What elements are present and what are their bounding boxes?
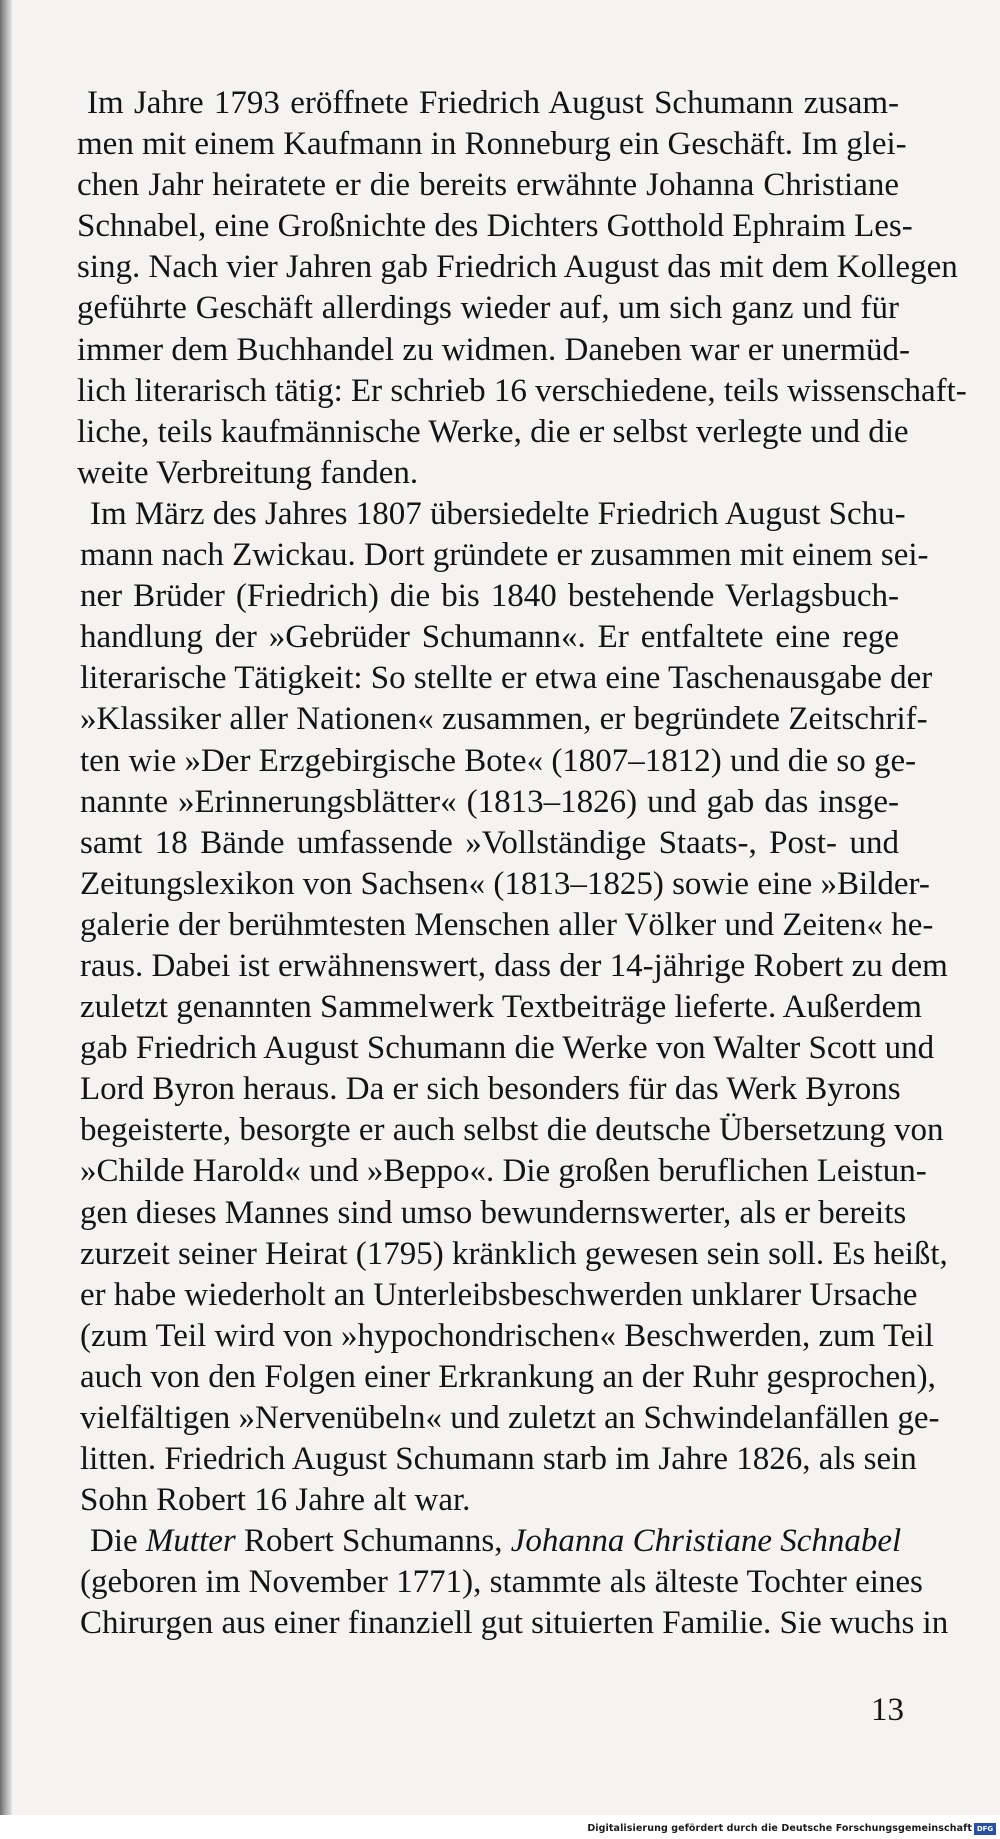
text-line: liche, teils kaufmännische Werke, die er selbst verlegte und die [77, 413, 909, 450]
text-line: chen Jahr heiratete er die bereits erwähnte Johanna Christiane [77, 167, 899, 204]
text-line: zuletzt genannten Sammelwerk Textbeiträge lieferte. Außerdem [80, 989, 922, 1026]
text-line: auch von den Folgen einer Erkrankung an der Ruhr gesprochen), [80, 1358, 936, 1395]
digitization-footer [0, 1815, 1000, 1839]
text-line: ner Brüder (Friedrich) die bis 1840 bestehende Verlagsbuch- [80, 578, 899, 615]
text-line: ten wie »Der Erzgebirgische Bote« (1807–1812) und die so ge- [80, 742, 917, 779]
text-line: litten. Friedrich August Schumann starb im Jahre 1826, als sein [80, 1441, 917, 1478]
text-line: begeisterte, besorgte er auch selbst die deutsche Übersetzung von [80, 1112, 944, 1149]
paragraph-2 [77, 494, 948, 1521]
text-line: Chirurgen aus einer finanziell gut situierten Familie. Sie wuchs in [80, 1605, 949, 1642]
text-run: Robert Schumanns, [235, 1523, 511, 1560]
body-text [77, 83, 967, 1645]
text-line: (geboren im November 1771), stammte als älteste Tochter eines [80, 1564, 923, 1601]
text-line: immer dem Buchhandel zu widmen. Daneben war er unermüd- [77, 331, 910, 368]
text-line: geführte Geschäft allerdings wieder auf, um sich ganz und für [77, 290, 899, 327]
text-line: men mit einem Kaufmann in Ronneburg ein Geschäft. Im glei- [77, 126, 907, 163]
text-line: lich literarisch tätig: Er schrieb 16 verschiedene, teils wissenschaft- [77, 372, 967, 409]
text-line: gab Friedrich August Schumann die Werke von Walter Scott und [80, 1030, 935, 1067]
text-line: weite Verbreitung fanden. [77, 454, 419, 491]
text-line [77, 1521, 902, 1562]
italic-term: Mutter [145, 1523, 236, 1560]
text-line: raus. Dabei ist erwähnenswert, dass der 14-jährige Robert zu dem [80, 947, 948, 984]
text-line: Sohn Robert 16 Jahre alt war. [80, 1482, 471, 1519]
text-run: Die [90, 1523, 146, 1560]
text-line: sing. Nach vier Jahren gab Friedrich August das mit dem Kollegen [77, 249, 958, 286]
paragraph-1 [77, 83, 967, 494]
page-number: 13 [871, 1692, 904, 1728]
italic-name: Johanna Christiane Schnabel [510, 1523, 902, 1560]
text-line: mann nach Zwickau. Dort gründete er zusammen mit einem sei- [80, 537, 929, 574]
text-line: (zum Teil wird von »hypochondrischen« Beschwerden, zum Teil [80, 1317, 934, 1354]
text-line: Im Jahre 1793 eröffnete Friedrich August Schumann zusam- [87, 85, 899, 121]
text-line: vielfältigen »Nervenübeln« und zuletzt an Schwindelanfällen ge- [80, 1400, 940, 1436]
text-line: handlung der »Gebrüder Schumann«. Er entfaltete eine rege [80, 619, 899, 656]
text-line: Im März des Jahres 1807 übersiedelte Friedrich August Schu- [90, 495, 906, 532]
page-binding-shadow [0, 0, 12, 1839]
text-line: gen dieses Mannes sind umso bewundernswerter, als er bereits [80, 1194, 907, 1231]
text-line: er habe wiederholt an Unterleibsbeschwerden unklarer Ursache [80, 1276, 918, 1313]
footer-credit: Digitalisierung gefördert durch die Deutsche Forschungsgemeinschaft [587, 1823, 972, 1834]
text-line: samt 18 Bände umfassende »Vollständige Staats-, Post- und [80, 824, 899, 861]
text-line: Lord Byron heraus. Da er sich besonders für das Werk Byrons [80, 1071, 901, 1108]
text-line: »Childe Harold« und »Beppo«. Die großen beruflichen Leistun- [80, 1153, 927, 1190]
text-line: literarische Tätigkeit: So stellte er etwa eine Taschenausgabe der [80, 660, 933, 697]
text-line: Schnabel, eine Großnichte des Dichters Gotthold Ephraim Les- [77, 208, 913, 245]
text-line: »Klassiker aller Nationen« zusammen, er begründete Zeitschrif- [80, 701, 928, 738]
text-line: Zeitungslexikon von Sachsen« (1813–1825) sowie eine »Bilder- [80, 865, 930, 902]
text-line: zurzeit seiner Heirat (1795) kränklich gewesen sein soll. Es heißt, [80, 1235, 948, 1272]
paragraph-3 [77, 1521, 949, 1644]
text-line: galerie der berühmtesten Menschen aller Völker und Zeiten« he- [80, 906, 934, 943]
dfg-logo: DFG [974, 1823, 996, 1835]
text-line: nannte »Erinnerungsblätter« (1813–1826) und gab das insge- [80, 783, 899, 820]
